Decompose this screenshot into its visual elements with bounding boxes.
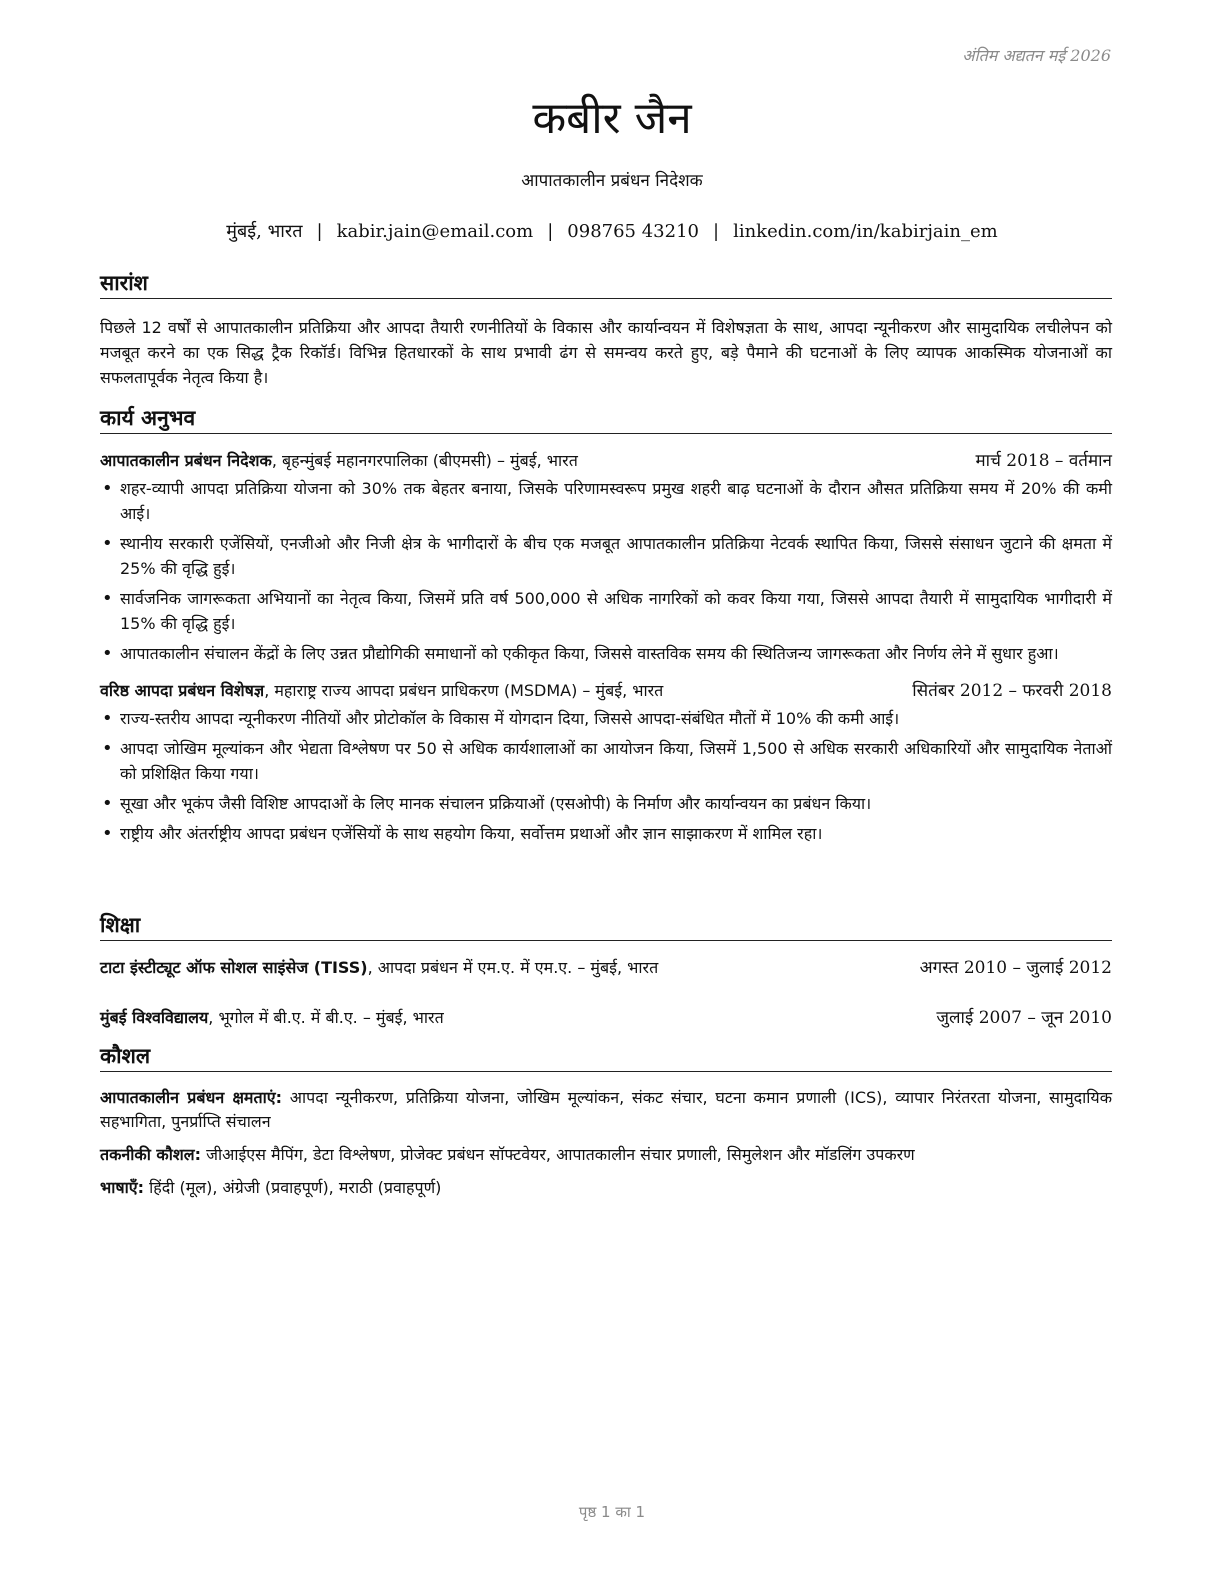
bullet-item: • आपातकालीन संचालन केंद्रों के लिए उन्नत प्रौद्योगिकी समाधानों को एकीकृत किया, जिससे वास्तविक समय की स्थितिजन्य जागरूकता और निर्णय लेने में सुधार हुआ। [100,641,1112,666]
education-dates: अगस्त 2010 – जुलाई 2012 [919,958,1112,978]
last-updated: अंतिम अद्यतन मई 2026 [962,46,1111,65]
contact-phone[interactable]: 098765 43210 [567,221,699,242]
job-entry [100,448,1112,666]
skill-text: आपदा न्यूनीकरण, प्रतिक्रिया योजना, जोखिम मूल्यांकन, संकट संचार, घटना कमान प्रणाली (ICS), व्यापार निरंतरता योजना, सामुदायिक सहभागिता, पुनर्प्राप्ति संचालन [100,1088,1112,1131]
education-entry [100,955,1112,981]
job-dates: मार्च 2018 – वर्तमान [975,451,1112,471]
education-entry [100,1005,1112,1031]
skill-text: जीआईएस मैपिंग, डेटा विश्लेषण, प्रोजेक्ट प्रबंधन सॉफ्टवेयर, आपातकालीन संचार प्रणाली, सिमुलेशन और मॉडलिंग उपकरण [201,1145,915,1164]
education-dates: जुलाई 2007 – जून 2010 [936,1008,1112,1028]
candidate-title: आपातकालीन प्रबंधन निदेशक [521,171,703,191]
bullet-item: • सूखा और भूकंप जैसी विशिष्ट आपदाओं के लिए मानक संचालन प्रक्रियाओं (एसओपी) के निर्माण और कार्यान्वयन का प्रबंधन किया। [100,791,1112,816]
job-header [100,448,1112,474]
experience-heading: कार्य अनुभव [100,405,1112,434]
education-detail: , आपदा प्रबंधन में एम.ए. में एम.ए. – मुंबई, भारत [367,958,659,977]
skill-line [100,1143,1112,1167]
bullet-item: • स्थानीय सरकारी एजेंसियों, एनजीओ और निजी क्षेत्र के भागीदारों के बीच एक मजबूत आपातकालीन प्रतिक्रिया नेटवर्क स्थापित किया, जिससे संसाधन जुटाने की क्षमता में 25% की वृद्धि हुई। [100,531,1112,581]
job-title-line [100,678,663,703]
job-bullets [100,706,1112,846]
contact-email[interactable]: kabir.jain@email.com [336,221,534,242]
job-header [100,678,1112,704]
education-school: टाटा इंस्टीट्यूट ऑफ सोशल साइंसेज (TISS) [100,958,368,977]
job-org: , बृहन्मुंबई महानगरपालिका (बीएमसी) – मुंबई, भारत [271,451,578,470]
skill-text: हिंदी (मूल), अंग्रेजी (प्रवाहपूर्ण), मराठी (प्रवाहपूर्ण) [144,1178,442,1197]
job-org: , महाराष्ट्र राज्य आपदा प्रबंधन प्राधिकरण (MSDMA) – मुंबई, भारत [264,681,664,700]
bullet-item: • राज्य-स्तरीय आपदा न्यूनीकरण नीतियों और प्रोटोकॉल के विकास में योगदान दिया, जिससे आपदा-संबंधित मौतों में 10% की कमी आई। [100,706,1112,731]
bullet-item: • सार्वजनिक जागरूकता अभियानों का नेतृत्व किया, जिसमें प्रति वर्ष 500,000 से अधिक नागरिकों को कवर किया गया, जिससे आपदा तैयारी में सामुदायिक भागीदारी में 15% की वृद्धि हुई। [100,586,1112,636]
skill-label: तकनीकी कौशल: [100,1145,201,1164]
bullet-item: • आपदा जोखिम मूल्यांकन और भेद्यता विश्लेषण पर 50 से अधिक कार्यशालाओं का आयोजन किया, जिसमें 1,500 से अधिक सरकारी अधिकारियों और सामुदायिक नेताओं को प्रशिक्षित किया गया। [100,736,1112,786]
education-school: मुंबई विश्वविद्यालय [100,1008,209,1027]
skill-label: आपातकालीन प्रबंधन क्षमताएं: [100,1088,283,1107]
skill-line [100,1176,1112,1200]
skills-list [100,1086,1112,1200]
summary-text: पिछले 12 वर्षों से आपातकालीन प्रतिक्रिया और आपदा तैयारी रणनीतियों के विकास और कार्यान्वयन में विशेषज्ञता के साथ, आपदा न्यूनीकरण और सामुदायिक लचीलेपन को मजबूत करने का एक सिद्ध ट्रैक रिकॉर्ड। विभिन्न हितधारकों के साथ प्रभावी ढंग से समन्वय करते हुए, बड़े पैमाने की घटनाओं के लिए व्यापक आकस्मिक योजनाओं का सफलतापूर्वक नेतृत्व किया है। [100,318,1112,387]
education-detail: , भूगोल में बी.ए. में बी.ए. – मुंबई, भारत [208,1008,444,1027]
job-role: वरिष्ठ आपदा प्रबंधन विशेषज्ञ [100,681,265,700]
job-dates: सितंबर 2012 – फरवरी 2018 [912,681,1112,701]
bullet-item: • शहर-व्यापी आपदा प्रतिक्रिया योजना को 30% तक बेहतर बनाया, जिसके परिणामस्वरूप प्रमुख शहरी बाढ़ घटनाओं के दौरान औसत प्रतिक्रिया समय में 20% की कमी आई। [100,476,1112,526]
skills-heading: कौशल [100,1043,1112,1072]
contact-linkedin[interactable]: linkedin.com/in/kabirjain_em [733,221,998,242]
page-number: पृष्ठ 1 का 1 [578,1503,646,1521]
skills-section [100,1043,1112,1209]
job-title-line [100,448,578,473]
job-role: आपातकालीन प्रबंधन निदेशक [100,451,272,470]
separator: | [713,221,720,242]
job-entry [100,678,1112,846]
separator: | [547,221,554,242]
skill-line [100,1086,1112,1134]
job-bullets [100,476,1112,666]
education-title-line [100,955,658,980]
contact-location: मुंबई, भारत [226,221,303,242]
summary-section [100,270,1112,390]
candidate-name: कबीर जैन [532,93,692,144]
summary-heading: सारांश [100,270,1112,299]
bullet-item: • राष्ट्रीय और अंतर्राष्ट्रीय आपदा प्रबंधन एजेंसियों के साथ सहयोग किया, सर्वोत्तम प्रथाओं और ज्ञान साझाकरण में शामिल रहा। [100,821,1112,846]
skill-label: भाषाएँ: [100,1178,145,1197]
separator: | [316,221,323,242]
education-section [100,912,1112,1031]
education-heading: शिक्षा [100,912,1112,941]
experience-section [100,405,1112,851]
education-title-line [100,1005,444,1030]
contact-line [0,219,1224,243]
